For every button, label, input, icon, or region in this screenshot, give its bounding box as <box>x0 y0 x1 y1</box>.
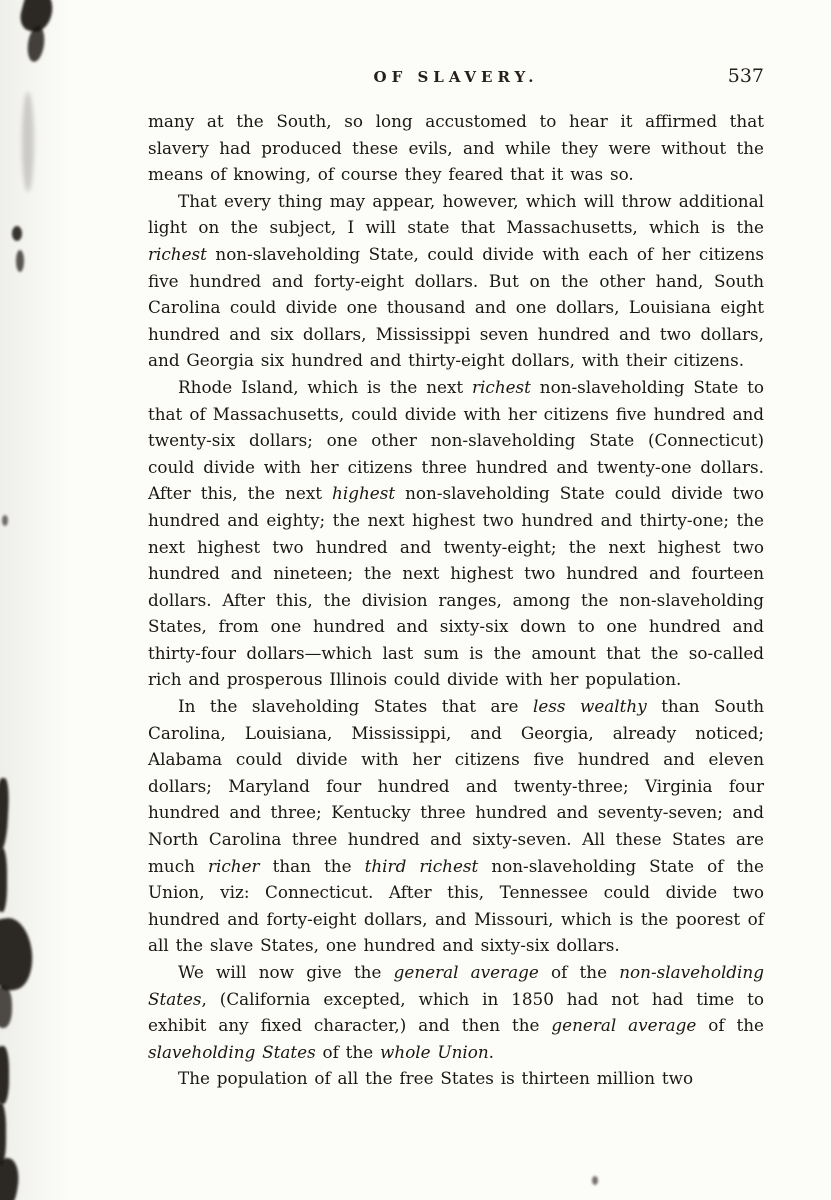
ink-blot <box>0 986 12 1028</box>
italic-text: general average <box>393 962 539 982</box>
italic-text: non-slaveholding States <box>148 962 764 1009</box>
italic-text: slaveholding States <box>148 1041 316 1062</box>
ink-blot <box>0 1046 9 1104</box>
paragraph <box>148 959 764 1065</box>
italic-text: highest <box>332 483 396 504</box>
ink-blot <box>0 1156 22 1200</box>
text-segment: The population of all the free States is thirteen million two <box>178 1068 694 1089</box>
text-segment: non-slaveholding State, could divide with each of her citizens five hundred and forty-eight dollars. But on the other hand, South Carolina could divide one thousand and one dollars, Louisiana eight hundred and six dollars, Mississippi seven hundred and two dollars, and Georgia six hundred and thirty-eight dollars, with their citizens. <box>148 243 764 371</box>
paragraph <box>148 188 764 374</box>
body-text <box>148 108 764 1092</box>
italic-text: whole Union <box>380 1041 489 1062</box>
italic-text: general average <box>551 1015 697 1036</box>
text-segment: , (California excepted, which in 1850 had not had time to exhibit any fixed character,) and then the <box>148 988 764 1036</box>
italic-text: richest <box>148 243 207 264</box>
ink-blot <box>17 0 57 35</box>
text-segment: non-slaveholding State could divide two hundred and eighty; the next highest two hundred and thirty-one; the next highest two hundred and twenty-eight; the next highest two hundred and nineteen; the next highest two hundred and fourteen dollars. After this, the division ranges, among the non-slaveholding States, from one hundred and sixty-six down to one hundred and thirty-four dollars—which last sum is the amount that the so-called rich and prosperous Illinois could divide with her population. <box>148 483 764 690</box>
ink-smudge <box>22 92 34 192</box>
italic-text: third richest <box>364 855 479 876</box>
text-segment: than the <box>259 855 365 876</box>
running-header: OF SLAVERY. <box>373 68 539 86</box>
ink-blot <box>0 778 10 851</box>
text-segment: of the <box>538 962 620 982</box>
text-segment: Rhode Island, which is the next <box>178 376 473 397</box>
text-segment: In the slaveholding States that are <box>178 696 533 717</box>
text-segment: of the <box>315 1041 381 1062</box>
ink-blot <box>2 515 8 526</box>
italic-text: less wealthy <box>532 696 647 717</box>
text-segment: many at the South, so long accustomed to hear it affirmed that slavery had produced these evils, and while they were without the means of knowing, of course they feared that it was so. <box>148 111 764 185</box>
text-segment: of the <box>696 1015 764 1036</box>
paragraph <box>148 374 764 693</box>
ink-blot <box>26 25 47 63</box>
text-segment: We will now give the <box>178 962 394 982</box>
text-segment: non-slaveholding State to that of Massachusetts, could divide with her citizens five hundred and twenty-six dollars; one other non-slaveholding State (Connecticut) could divide with her citizens three hundred and twenty-one dollars. After this, the next <box>148 376 764 504</box>
ink-blot <box>16 250 24 272</box>
paragraph <box>148 108 764 188</box>
ink-blot <box>12 226 22 241</box>
italic-text: richer <box>208 855 260 876</box>
paragraph <box>148 693 764 959</box>
ink-speck <box>592 1176 598 1185</box>
ink-blot <box>0 848 7 912</box>
italic-text: richest <box>472 376 531 397</box>
text-segment: . <box>488 1041 494 1062</box>
text-segment: than South Carolina, Louisiana, Mississippi, and Georgia, already noticed; Alabama could divide with her citizens five hundred and eleven dollars; Maryland four hundred and twenty-three; Virginia four hundred and three; Kentucky three hundred and seventy-seven; and North Carolina three hundred and sixty-seven. All these States are much <box>148 696 765 876</box>
ink-blot <box>0 915 37 992</box>
page-header <box>148 65 764 94</box>
ink-blot <box>0 1103 6 1165</box>
page-number: 537 <box>727 65 764 87</box>
text-segment: That every thing may appear, however, which will throw additional light on the subject, I will state that Massachusetts, which is the <box>148 190 764 238</box>
text-segment: non-slaveholding State of the Union, viz: Connecticut. After this, Tennessee could divide two hundred and forty-eight dollars, and Missouri, which is the poorest of all the slave States, one hundred and sixty-six dollars. <box>148 855 764 956</box>
paragraph <box>148 1065 764 1092</box>
